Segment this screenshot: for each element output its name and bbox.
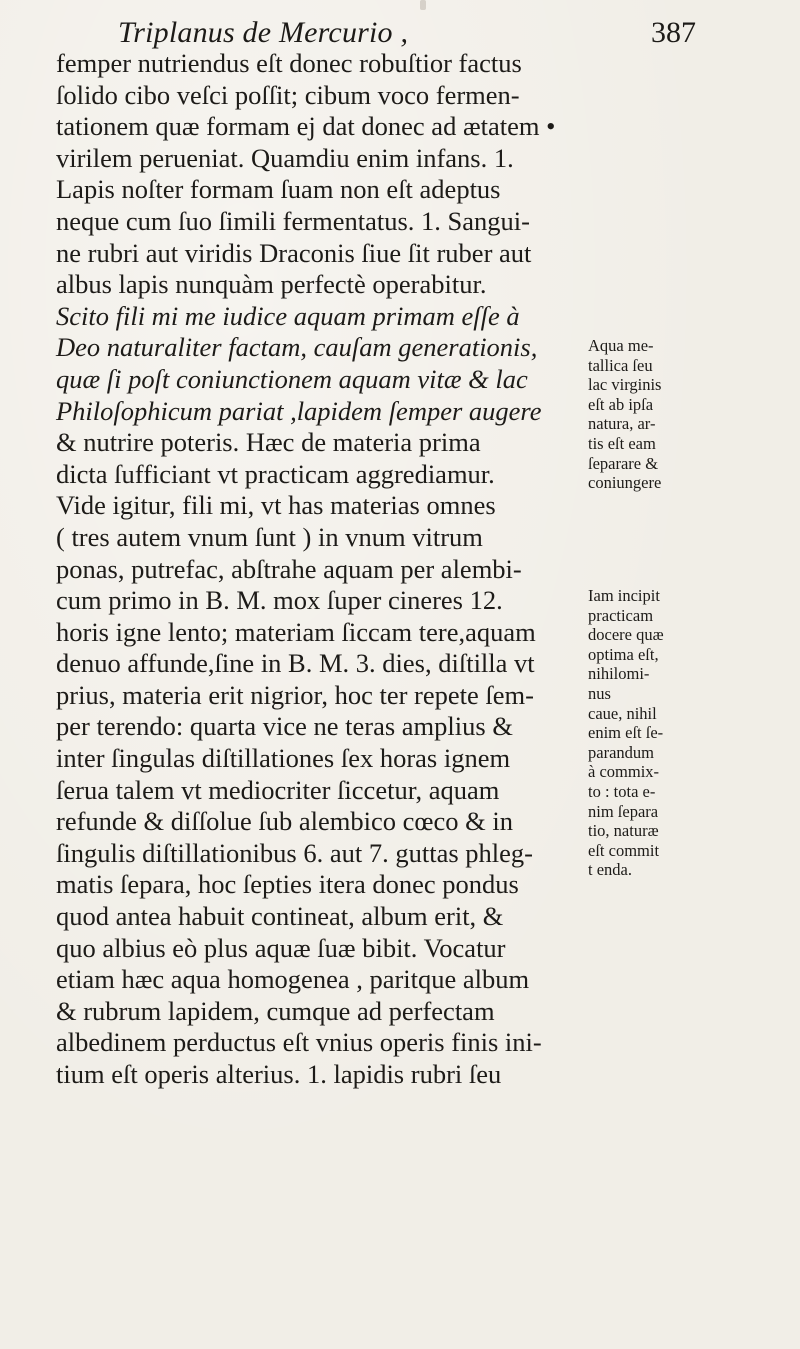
ink-blot [420,0,426,10]
margin-note-line: caue, nihil [588,703,657,723]
text-line: & rubrum lapidem, cumque ad perfectam [56,995,495,1026]
text-line: neque cum ſuo ſimili fermentatus. 1. Sangui- [56,205,530,236]
text-line: horis igne lento; materiam ſiccam tere,aquam [56,616,536,647]
text-line: denuo affunde,ſine in B. M. 3. dies, diſtilla vt [56,648,535,679]
text-line: quæ ſi poſt coniunctionem aquam vitæ & lac [56,363,528,394]
text-line: per terendo: quarta vice ne teras amplius & [56,711,513,742]
text-line: quod antea habuit contineat, album erit, & [56,901,504,932]
text-line: etiam hæc aqua homogenea , paritque album [56,964,530,995]
margin-note-line: ſeparare & [588,453,659,473]
text-line: ne rubri aut viridis Draconis ſiue ſit ruber aut [56,237,532,268]
text-line: virilem perueniat. Quamdiu enim infans. 1. [56,142,514,173]
page-number: 387 [651,16,696,49]
margin-note-line: enim eſt ſe- [588,723,664,743]
text-line: prius, materia erit nigrior, hoc ter repete ſem- [56,679,534,710]
margin-note-line: natura, ar- [588,414,656,434]
margin-note-line: parandum [588,742,654,762]
text-line: Scito fili mi me iudice aquam primam eſſe à [56,300,520,331]
margin-note-line: t enda. [588,860,632,880]
margin-note-iam-incipit [588,586,798,880]
margin-note-line: nus [588,683,611,703]
margin-note-line: lac virginis [588,375,662,395]
text-line: Vide igitur, fili mi, vt has materias omnes [56,490,496,521]
margin-note-line: docere quæ [588,625,664,645]
text-line: albedinem perductus eſt vnius operis finis ini- [56,1027,542,1058]
text-line: Philoſophicum pariat ,lapidem ſemper augere [56,395,542,426]
margin-note-line: Aqua me- [588,336,654,355]
margin-note-line: tio, naturæ [588,821,659,841]
margin-note-line: nihilomi- [588,664,650,684]
margin-note-line: optima eſt, [588,644,659,664]
running-title: Triplanus de Mercurio , [118,16,409,49]
text-line: cum primo in B. M. mox ſuper cineres 12. [56,585,503,616]
text-line: ponas, putrefac, abſtrahe aquam per alembi- [56,553,522,584]
margin-note-aqua-metallica [588,336,798,493]
text-line: dicta ſufficiant vt practicam aggrediamur. [56,458,495,489]
text-line: refunde & diſſolue ſub alembico cœco & in [56,806,513,837]
margin-note-line: to : tota e- [588,781,656,801]
text-line: quo albius eò plus aquæ ſuæ bibit. Vocatur [56,932,506,963]
text-line: femper nutriendus eſt donec robuſtior factus [56,48,522,78]
margin-note-line: tallica ſeu [588,355,653,375]
text-line: ſingulis diſtillationibus 6. aut 7. guttas phleg- [56,837,533,868]
page-header [0,12,800,52]
text-line: ſerua talem vt mediocriter ſiccetur, aquam [56,774,500,805]
margin-note-line: eſt commit [588,840,660,860]
text-line: albus lapis nunquàm perfectè operabitur. [56,269,487,300]
margin-note-line: à commix- [588,762,660,782]
text-line: matis ſepara, hoc ſepties itera donec pondus [56,869,519,900]
text-line: tationem quæ formam ej dat donec ad ætatem • [56,111,556,142]
margin-note-line: nim ſepara [588,801,659,821]
main-text-block [56,48,736,1091]
margin-note-line: tis eſt eam [588,433,656,453]
text-line: Deo naturaliter factam, cauſam generationis, [56,332,538,363]
text-line: inter ſingulas diſtillationes ſex horas ignem [56,743,511,774]
margin-note-line: eſt ab ipſa [588,394,654,414]
margin-note-line: Iam incipit [588,586,660,605]
text-line: tium eſt operis alterius. 1. lapidis rubri ſeu [56,1059,502,1089]
text-line: Lapis noſter formam ſuam non eſt adeptus [56,174,501,205]
text-line: ſolido cibo veſci poſſit; cibum voco fermen- [56,79,520,110]
margin-note-line: practicam [588,605,654,625]
text-line: & nutrire poteris. Hæc de materia prima [56,427,481,458]
text-line: ( tres autem vnum ſunt ) in vnum vitrum [56,521,483,552]
margin-note-line: coniungere [588,473,662,493]
